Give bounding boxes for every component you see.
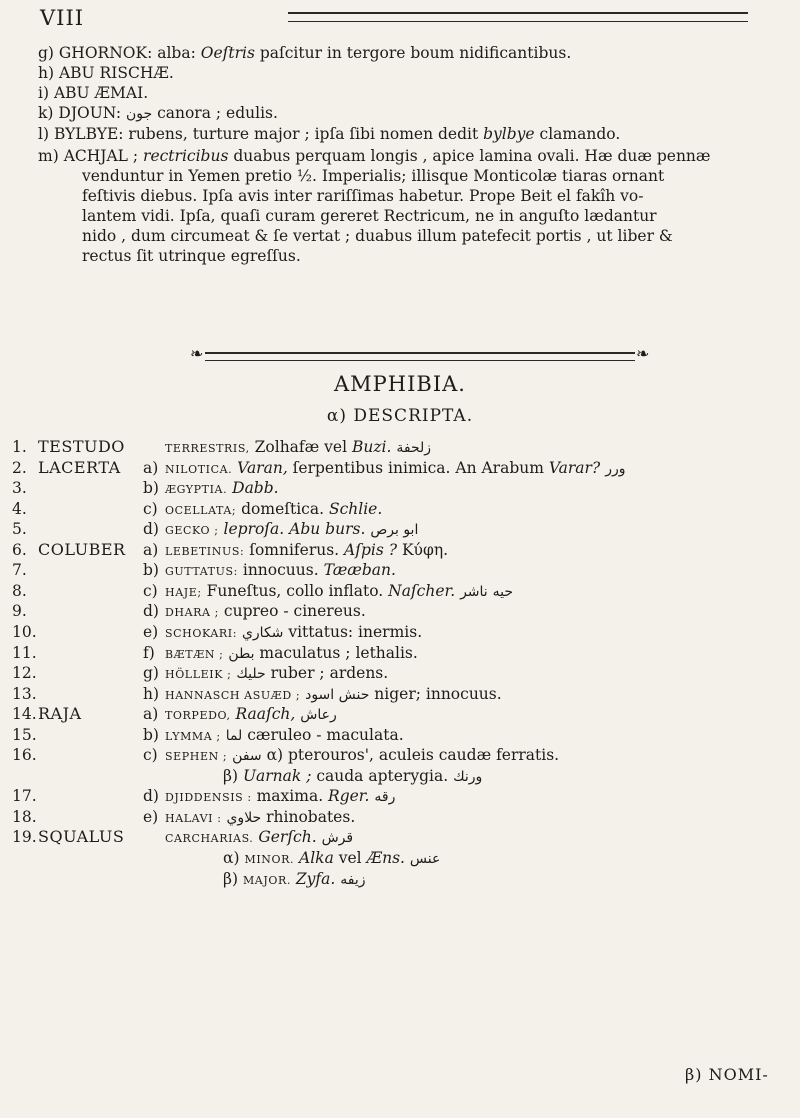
sub-letter: d) [143,787,159,806]
arabic-term: زلحفة [396,440,432,456]
entry-text: Zolhafæ [249,438,325,456]
vernacular-name: Raaſch, [235,705,296,724]
vernacular-name: Tææban. [323,561,396,580]
arabic-term: ناشر [460,583,488,600]
entry-number: 9. [12,602,27,621]
arabic-term: زيفه [340,871,366,888]
catchword: β) NOMI- [685,1065,769,1084]
arabic-term: شكاري [241,624,284,641]
page-number: VIII [40,6,85,30]
species-name: HANNASCH ASUÆD ; [165,688,301,702]
entry-number: 10. [12,622,37,641]
entry-tag: i) [38,84,50,102]
entry-number: 16. [12,746,37,765]
entry-number: 17. [12,787,37,806]
species-name: DHARA ; [165,606,219,620]
entry-text: vel [324,438,352,456]
arabic-term: رقه [374,789,396,806]
entry-number: 5. [12,520,27,539]
arabic-term: ورر [605,460,626,477]
species-entry [38,807,355,829]
achjal-line-4: lantem vidi. Ipſa, quaſi curam gereret Rectricum, ne in anguſto lædantur [82,207,657,225]
species-entry [38,766,482,787]
entry-text: cupreo - cinereus. [219,602,366,621]
entry-text: maculatus ; lethalis. [254,643,418,662]
species-entry [38,684,502,706]
entry-name: ABU RISCHÆ. [58,64,174,82]
species-name: HÖLLEIK ; [165,668,232,682]
species-entry [38,478,279,500]
vernacular-name: Naſcher. [388,581,456,600]
vernacular-name: Æns. [366,849,405,867]
sub-letter: h) [143,684,160,703]
entry-number: 14. [12,705,37,724]
entry-name: ACHJAL ; [63,147,139,165]
species-entry [38,869,366,891]
ornament-left: ❧ [190,344,204,363]
achjal-line-1 [38,146,710,166]
species-entry [38,622,422,644]
sub-letter: d) [143,602,159,621]
entry-text: maxima. [251,787,329,806]
sub-letter: c) [143,499,158,518]
species-name: NILOTICA. [165,462,233,476]
entry-number: 13. [12,684,37,703]
entry-text: α) pterouros', aculeis caudæ ferratis. [261,746,560,765]
vernacular-name: Rger. [328,787,370,806]
header-rule [288,12,748,22]
genus-name: RAJA [38,704,82,724]
entry-text: : alba: [147,44,201,62]
section-title: AMPHIBIA. [334,372,466,396]
species-name: BÆTÆN ; [165,647,224,661]
species-name: SCHOKARI: [165,626,238,640]
entry-text: Funeſtus, collo inflato. [201,581,389,600]
species-name: LEBETINUS: [165,544,245,558]
sub-letter: f) [143,643,155,662]
vernacular-name: Alka [299,849,334,867]
species-entry [38,725,404,747]
entry-text: β) [223,766,243,785]
entry-text: ſomniferus. [244,540,345,559]
entry-rest: canora ; edulis. [152,104,278,122]
entry-text: domeſtica. [236,499,329,518]
species-entry [38,540,448,562]
entry-text: ſerpentibus inimica. An Arabum [287,458,549,477]
entry-name: ABU ÆMAI. [53,84,149,102]
vernacular-name: Buzi. [351,438,392,456]
species-name: MAJOR. [242,873,291,887]
arabic-term: سفن [232,748,262,765]
entry-number: 11. [12,643,37,662]
sub-letter: b) [143,561,159,580]
entry-number: 19. [12,828,37,847]
arabic-term: رعاش [300,707,337,724]
vernacular-name: Gerſch. [258,828,317,847]
species-entry [38,601,366,623]
entry-number: 1. [12,438,27,456]
arabic-term: لما [225,727,243,744]
entry-number: 12. [12,664,37,683]
sub-letter: c) [143,746,158,765]
arabic-term: حليك [236,666,266,683]
entry-text: innocuus. [237,561,324,580]
species-entry [38,560,396,582]
entry-text: cauda apterygia. [311,766,449,785]
arabic-term: حلاوي [226,809,262,826]
vernacular-name: Varan, [237,458,288,477]
species-name: TORPEDO, [165,709,231,723]
entry-rest: clamando. [534,125,621,143]
sub-letter: d) [143,520,159,539]
sub-letter: a) [143,540,159,559]
entry-number: 15. [12,725,37,744]
entry-italic: Oeſtris [200,44,255,62]
species-name: DJIDDENSIS : [165,791,252,805]
entry-italic: bylbye [483,125,535,143]
species-name: LYMMA ; [165,729,221,743]
entry-tag: k) [38,104,54,122]
entry-tag: h) [38,64,55,82]
sub-letter: c) [143,581,158,600]
entry-name: BYLBYE [53,125,119,143]
genus-name: COLUBER [38,539,126,559]
achjal-line-5: nido , dum circumeat & ſe vertat ; duabus illum patefecit portis , ut liber & [82,227,673,245]
entry-text: : rubens, turture major ; ipſa ſibi nomen dedit [118,125,484,143]
entry-tag: g) [38,44,54,62]
sub-letter: a) [143,705,159,724]
species-name: HAJE; [165,585,202,599]
arabic-term: قرش [321,830,354,847]
species-entry [38,848,440,870]
entry-text: α) [223,849,245,867]
species-entry [38,827,353,849]
arabic-term: ورنك [453,768,483,785]
entry-italic: rectricibus [143,147,229,165]
species-entry [38,519,418,541]
species-entry [38,458,625,480]
species-name: GECKO ; [165,524,219,538]
entry-l [38,124,620,144]
genus-name: LACERTA [38,457,121,477]
arabic-term: عنس [409,851,441,867]
entry-text: vel [333,849,367,867]
sub-letter: a) [143,458,159,477]
achjal-line-6: rectus ſit utrinque egreſſus. [82,247,301,265]
species-name: GUTTATUS: [165,565,238,579]
achjal-line-3: feſtivis diebus. Ipſa avis inter rariſſimas habetur. Prope Beit el fakîh vo- [82,187,644,205]
vernacular-name: Varar? [548,458,601,477]
ornament-right: ❧ [636,344,650,363]
sub-letter: b) [143,725,159,744]
vernacular-name: Dabb. [232,479,279,498]
entry-text: β) [223,869,243,888]
entry-k [38,103,278,124]
vernacular-name: Uarnak ; [242,766,312,785]
arabic-term: ابو برص [370,522,419,539]
species-entry [38,786,395,808]
arabic-term: بطن [228,645,255,662]
entry-name: GHORNOK [58,44,148,62]
entry-number: 4. [12,499,27,518]
entry-name: DJOUN [58,104,116,122]
species-name: CARCHARIAS. [165,832,254,846]
species-entry [38,663,388,685]
species-name: SEPHEN ; [165,750,228,764]
species-entry [38,499,382,521]
vernacular-name: Schlie. [328,499,383,518]
entry-rest: paſcitur in tergore boum nidificantibus. [254,44,572,62]
vernacular-name: Abu burs. [289,520,366,539]
vernacular-name: Zyfa. [295,869,336,888]
arabic-term: حنش اسود [305,686,370,703]
species-name: OCELLATA; [165,503,237,517]
achjal-line-2: venduntur in Yemen pretio ½. Imperialis; illisque Monticolæ tiaras ornant [82,167,665,185]
sub-letter: b) [143,479,159,498]
entry-number: 18. [12,807,37,826]
entry-h [38,63,174,83]
species-entry [38,643,418,665]
entry-i [38,83,148,103]
section-separator [205,352,635,361]
species-entry [38,745,559,767]
arabic-term: حيه [492,583,514,600]
entry-number: 8. [12,581,27,600]
entry-number: 3. [12,479,27,498]
entry-number: 6. [12,540,27,559]
entry-text: niger; innocuus. [369,684,502,703]
entry-text: vittatus: inermis. [283,622,423,641]
arabic-term: جون [125,106,153,122]
species-name: HALAVI : [165,811,222,825]
entry-text: ruber ; ardens. [265,664,389,683]
species-entry [38,704,337,726]
genus-name: SQUALUS [38,827,125,847]
entry-text: rhinobates. [261,807,356,826]
entry-number: 2. [12,458,27,477]
entry-tag: l) [38,125,50,143]
sub-letter: g) [143,664,159,683]
entry-tag: m) [38,147,59,165]
entry-number: 7. [12,561,27,580]
species-entry [38,581,513,603]
entry-text: Κύφη. [397,540,449,559]
vernacular-name: Aſpis ? [344,540,398,559]
entry-text: : [115,104,126,122]
sub-letter: e) [143,807,159,826]
vernacular-name: leproſa. [223,520,285,539]
paragraph-text: duabus perquam longis , apice lamina ovali. Hæ duæ pennæ [228,147,711,165]
species-name: ÆGYPTIA. [165,483,228,497]
species-name: TERRESTRIS, [165,442,250,455]
section-subtitle: α) DESCRIPTA. [326,406,474,426]
entry-text: cæruleo - maculata. [242,725,404,744]
species-name: MINOR. [244,853,295,866]
genus-name: TESTUDO [38,437,125,456]
species-entry [38,437,431,459]
sub-letter: e) [143,622,159,641]
entry-g [38,43,571,63]
